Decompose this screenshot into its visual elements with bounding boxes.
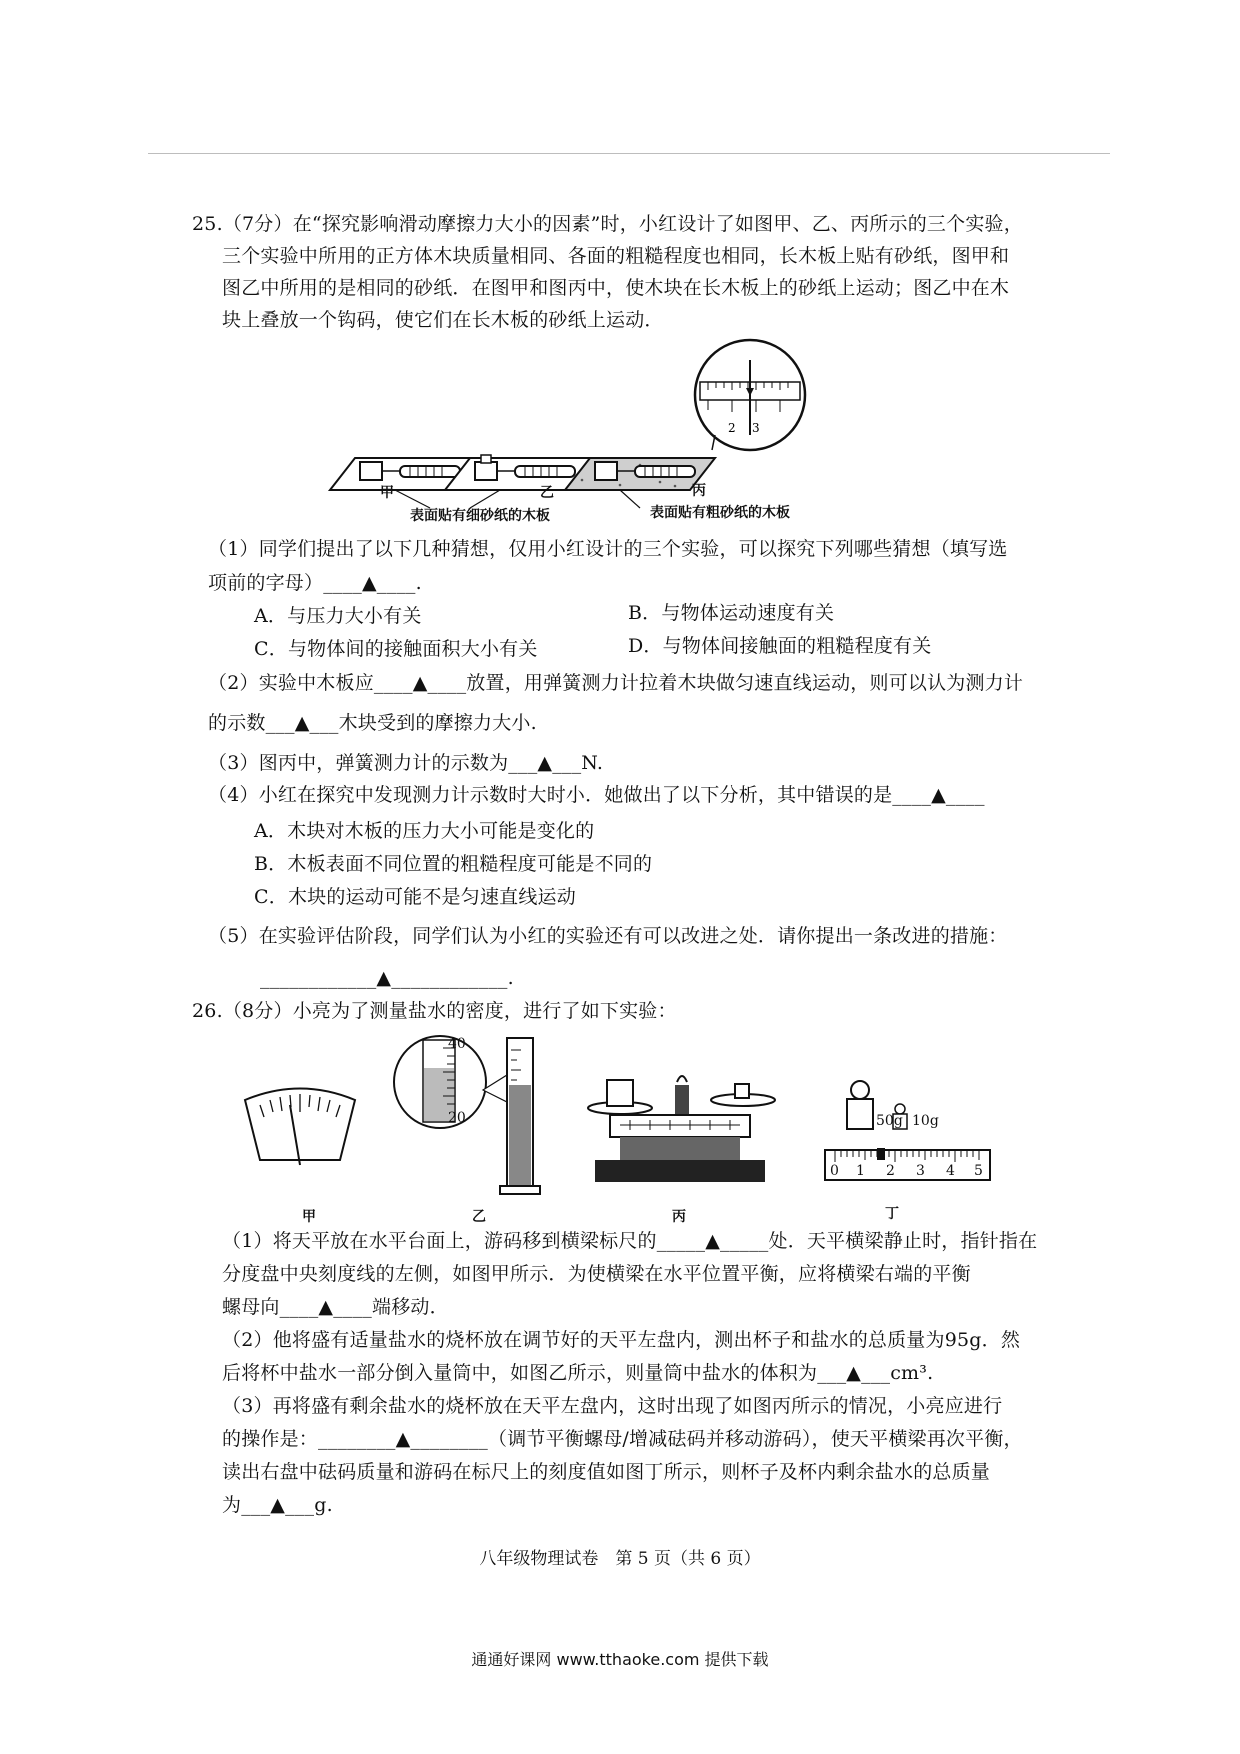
svg-text:3: 3 [752, 421, 760, 435]
q25-option-d: D．与物体间接触面的粗糙程度有关 [628, 635, 932, 657]
q26-part1-line3: 螺母向____▲____端移动． [222, 1296, 449, 1318]
svg-text:2: 2 [728, 421, 736, 435]
q26-balance-figure [585, 1070, 775, 1185]
q26-scale-3: 3 [916, 1163, 925, 1179]
q26-scale-1: 1 [856, 1163, 865, 1179]
q25-intro-line3: 图乙中所用的是相同的砂纸．在图甲和图丙中，使木块在长木板上的砂纸上运动；图乙中在木 [222, 277, 1010, 299]
page-footer: 八年级物理试卷 第 5 页（共 6 页） [479, 1549, 761, 1569]
q26-label-ding: 丁 [885, 1206, 899, 1222]
q26-part2-line2: 后将杯中盐水一部分倒入量筒中，如图乙所示，则量筒中盐水的体积为___▲___cm³. [222, 1362, 934, 1384]
q26-scale-2: 2 [886, 1163, 895, 1179]
q25-part4-option-a: A．木块对木板的压力大小可能是变化的 [254, 820, 595, 842]
q26-label-yi: 乙 [472, 1209, 486, 1225]
q25-part2-line2: 的示数___▲___木块受到的摩擦力大小. [208, 712, 537, 734]
q26-scale-5: 5 [974, 1163, 983, 1179]
q26-label-bing: 丙 [672, 1209, 686, 1225]
q25-intro-line4: 块上叠放一个钩码，使它们在长木板的砂纸上运动． [222, 309, 664, 331]
q26-weight-50g: 50g [876, 1113, 903, 1129]
q25-part1-line1: （1）同学们提出了以下几种猜想，仅用小红设计的三个实验，可以探究下列哪些猜想（填写选 [208, 538, 1008, 560]
q25-intro-line1: 25.（7分）在“探究影响滑动摩擦力大小的因素”时，小红设计了如图甲、乙、丙所示的三个实验， [192, 213, 1023, 235]
q25-option-b: B．与物体运动速度有关 [628, 602, 835, 624]
q26-intro: 26.（8分）小亮为了测量盐水的密度，进行了如下实验： [192, 1000, 677, 1022]
q26-scale-0: 0 [830, 1163, 839, 1179]
q26-cyl-40: 40 [448, 1036, 466, 1052]
q25-label-yi: 乙 [540, 485, 554, 501]
q26-part3-line1: （3）再将盛有剩余盐水的烧杯放在天平左盘内，这时出现了如图丙所示的情况，小亮应进行 [222, 1395, 1003, 1417]
q26-balance-dial-figure [240, 1085, 360, 1175]
download-credit: 通通好课网 www.tthaoke.com 提供下载 [471, 1650, 769, 1669]
header-rule [148, 153, 1110, 154]
q26-cyl-20: 20 [448, 1110, 466, 1126]
q26-part2-line1: （2）他将盛有适量盐水的烧杯放在调节好的天平左盘内，测出杯子和盐水的总质量为95g．然 [222, 1329, 1021, 1351]
q25-part4: （4）小红在探究中发现测力计示数时大时小．她做出了以下分析，其中错误的是____▲____ [208, 784, 985, 806]
q25-label-jia: 甲 [380, 485, 394, 501]
magnifier-icon [695, 340, 805, 450]
q25-part1-line2: 项前的字母）____▲____. [208, 572, 422, 594]
q25-part5: （5）在实验评估阶段，同学们认为小红的实验还有可以改进之处．请你提出一条改进的措施： [208, 925, 1008, 947]
q25-option-a: A．与压力大小有关 [254, 605, 422, 627]
q25-part2-line1: （2）实验中木板应____▲____放置，用弹簧测力计拉着木块做匀速直线运动，则可以认为测力计 [208, 672, 1024, 694]
q25-part4-option-b: B．木板表面不同位置的粗糙程度可能是不同的 [254, 853, 653, 875]
q25-option-c: C．与物体间的接触面积大小有关 [254, 638, 538, 660]
q25-caption-fine: 表面贴有细砂纸的木板 [410, 508, 550, 524]
q25-part5-blank: ____________▲____________. [260, 967, 514, 989]
q25-label-bing: 丙 [692, 483, 706, 499]
q25-caption-coarse: 表面贴有粗砂纸的木板 [650, 505, 790, 521]
q26-part3-line3: 读出右盘中砝码质量和游码在标尺上的刻度值如图丁所示，则杯子及杯内剩余盐水的总质量 [222, 1461, 991, 1483]
q26-label-jia: 甲 [302, 1209, 316, 1225]
q26-weight-10g: 10g [912, 1113, 939, 1129]
q25-part4-option-c: C．木块的运动可能不是匀速直线运动 [254, 886, 576, 908]
q26-part3-line4: 为___▲___g. [222, 1494, 333, 1516]
q26-part3-line2: 的操作是：________▲________（调节平衡螺母/增减砝码并移动游码），使天平横梁再次平衡， [222, 1428, 1023, 1450]
q26-scale-4: 4 [946, 1163, 955, 1179]
q26-part1-line2: 分度盘中央刻度线的左侧，如图甲所示．为使横梁在水平位置平衡，应将横梁右端的平衡 [222, 1263, 971, 1285]
q26-part1-line1: （1）将天平放在水平台面上，游码移到横梁标尺的_____▲_____处．天平横梁静止时，指针指在 [222, 1230, 1038, 1252]
q26-cylinder-figure [395, 1030, 555, 1200]
q25-intro-line2: 三个实验中所用的正方体木块质量相同、各面的粗糙程度也相同，长木板上贴有砂纸，图甲和 [222, 245, 1010, 267]
q25-friction-figure [320, 340, 840, 515]
q25-part3: （3）图丙中，弹簧测力计的示数为___▲___N. [208, 752, 604, 774]
